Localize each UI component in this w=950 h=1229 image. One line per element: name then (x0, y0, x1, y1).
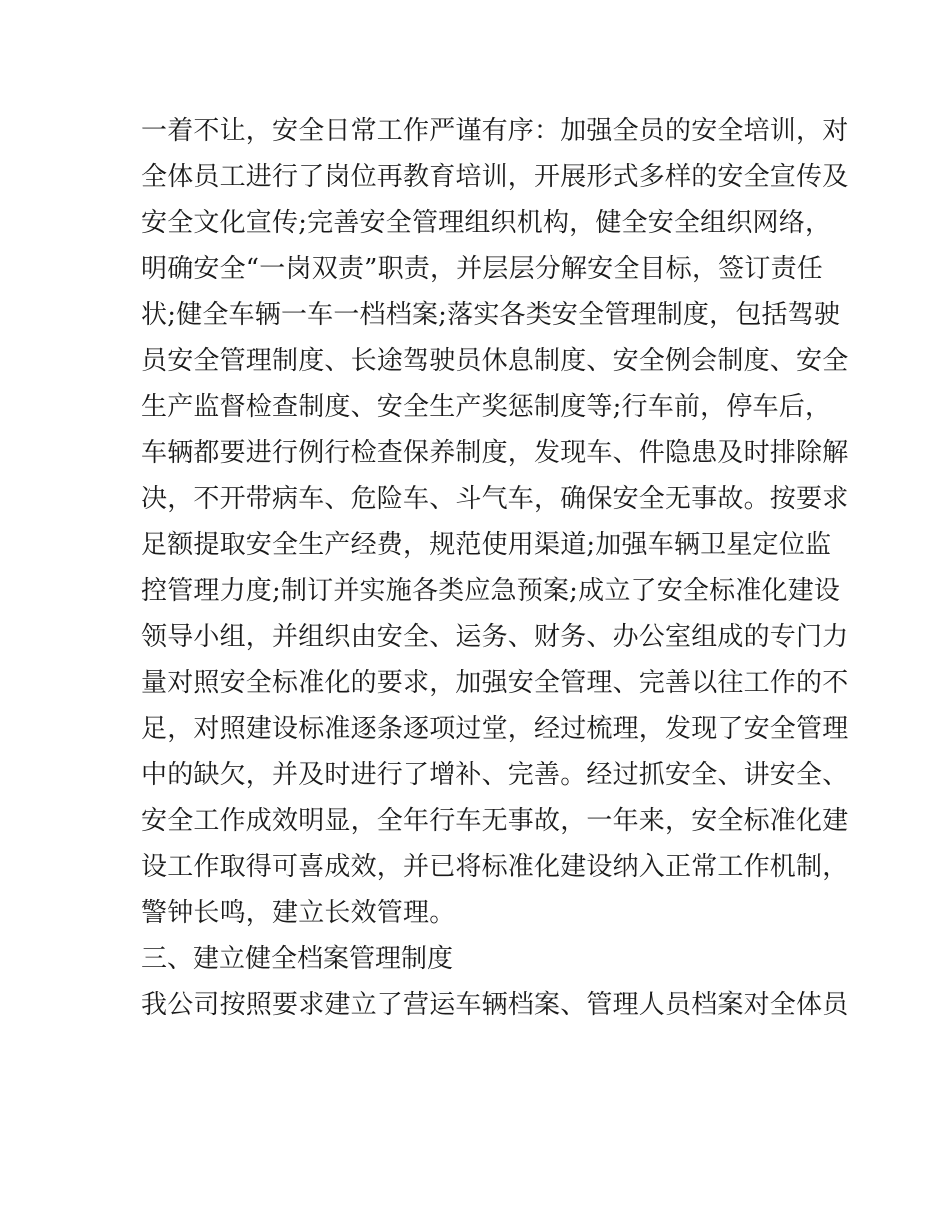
paragraph-line: 设工作取得可喜成效，并已将标准化建设纳入正常工作机制， (141, 852, 849, 882)
section-heading: 三、建立健全档案管理制度 (141, 944, 454, 974)
paragraph-line: 全体员工进行了岗位再教育培训，开展形式多样的安全宣传及 (141, 162, 849, 192)
paragraph-line: 状;健全车辆一车一档档案;落实各类安全管理制度，包括驾驶 (141, 300, 841, 330)
paragraph-line: 足，对照建设标准逐条逐项过堂，经过梳理，发现了安全管理 (141, 714, 849, 744)
paragraph-line: 控管理力度;制订并实施各类应急预案;成立了安全标准化建设 (141, 576, 841, 606)
paragraph-line: 足额提取安全生产经费，规范使用渠道;加强车辆卫星定位监 (141, 530, 832, 560)
paragraph-line: 量对照安全标准化的要求，加强安全管理、完善以往工作的不 (141, 668, 849, 698)
paragraph-line: 决，不开带病车、危险车、斗气车，确保安全无事故。按要求 (141, 484, 849, 514)
paragraph-line: 安全工作成效明显，全年行车无事故，一年来，安全标准化建 (141, 806, 849, 836)
document-body (141, 108, 849, 1028)
paragraph-line: 领导小组，并组织由安全、运务、财务、办公室组成的专门力 (141, 622, 849, 652)
paragraph-line: 安全文化宣传;完善安全管理组织机构，健全安全组织网络， (141, 208, 832, 238)
paragraph-line: 警钟长鸣，建立长效管理。 (141, 898, 456, 928)
paragraph-line: 一着不让，安全日常工作严谨有序：加强全员的安全培训，对 (141, 116, 849, 146)
paragraph-line: 中的缺欠，并及时进行了增补、完善。经过抓安全、讲安全、 (141, 760, 849, 790)
paragraph-line: 我公司按照要求建立了营运车辆档案、管理人员档案对全体员 (141, 990, 849, 1020)
paragraph-line: 员安全管理制度、长途驾驶员休息制度、安全例会制度、安全 (141, 346, 849, 376)
paragraph-line: 车辆都要进行例行检查保养制度，发现车、件隐患及时排除解 (141, 438, 849, 468)
paragraph-line: 明确安全“一岗双责”职责，并层层分解安全目标，签订责任 (141, 254, 823, 284)
paragraph-line: 生产监督检查制度、安全生产奖惩制度等;行车前，停车后， (141, 392, 832, 422)
